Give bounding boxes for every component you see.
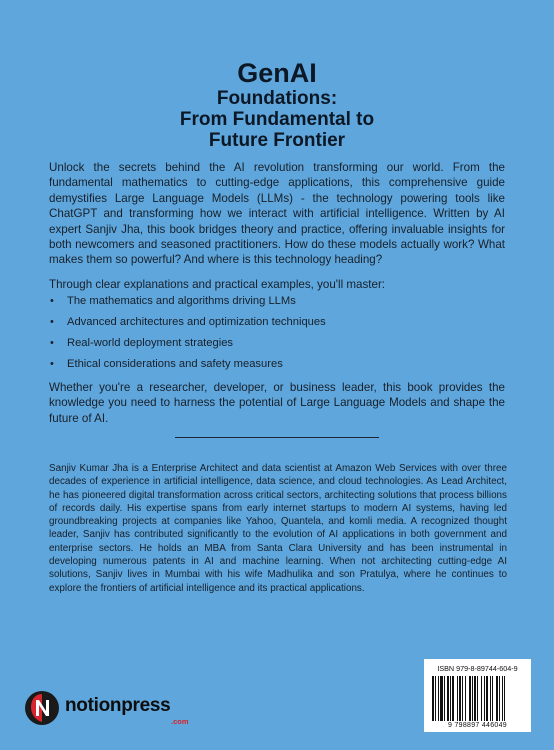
- barcode-bar: [492, 676, 493, 721]
- barcode-bar: [474, 676, 476, 721]
- master-intro: Through clear explanations and practical examples, you'll master:: [49, 278, 386, 291]
- barcode-bar: [484, 676, 485, 721]
- barcode-bar: [496, 676, 498, 721]
- barcode-bar: [481, 676, 482, 721]
- barcode-bar: [435, 676, 436, 721]
- barcode-bar: [450, 676, 451, 721]
- barcode-bar: [477, 676, 478, 721]
- list-item: [49, 294, 509, 315]
- barcode-bar: [504, 676, 505, 721]
- bullet-icon: •: [50, 316, 54, 328]
- isbn-barcode-box: [424, 659, 531, 732]
- barcode-bar: [465, 676, 466, 721]
- author-bio: Sanjiv Kumar Jha is a Enterprise Architect and data scientist at Amazon Web Services with over three decades of experience in artificial intelligence, data science, and cloud technologies. As Lead Architect, he has pioneered digital transformation across critical sectors, architecting solutions that process billions of records daily. His expertise spans from early internet startups to modern AI systems, having led groundbreaking projects at companies like Yahoo, Quantela, and komli media. A recognized thought leader, Sanjiv has contributed significantly to the evolution of AI applications in both government and enterprise sectors. He holds an MBA from Santa Clara University and has been instrumental in developing numerous patents in AI and machine learning. When not architecting cutting-edge AI solutions, Sanjiv lives in Mumbai with his wife Madhulika and son Pratulya, where he continues to explore the frontiers of artificial intelligence and its practical applications.: [49, 463, 507, 594]
- title-line-2: Foundations:: [216, 88, 338, 109]
- title-line-1: GenAI: [237, 58, 317, 88]
- list-item-text: Real-world deployment strategies: [67, 337, 234, 349]
- notionpress-n-logo-icon: [24, 690, 60, 726]
- title-line-4: Future Frontier: [208, 130, 346, 151]
- isbn-barcode-number: 9 798897 446049: [448, 722, 507, 729]
- bullet-icon: •: [50, 358, 54, 370]
- book-blurb: Unlock the secrets behind the AI revolution transforming our world. From the fundamental mathematics to cutting-edge applications, this comprehensive guide demystifies Large Language Models (LLMs) - the technology powering tools like ChatGPT and transforming how we interact with artificial intelligence. Written by AI expert Sanjiv Jha, this book bridges theory and practice, offering invaluable insights for both newcomers and seasoned practitioners. How do these models actually work? What makes them so powerful? And where is this technology heading?: [49, 161, 505, 267]
- barcode-bar: [447, 676, 449, 721]
- list-item-text: Advanced architectures and optimization techniques: [67, 316, 326, 328]
- barcode-bar: [486, 676, 488, 721]
- book-title: [0, 58, 554, 151]
- bullet-icon: •: [50, 337, 54, 349]
- list-item: [49, 336, 509, 357]
- barcode-bar: [452, 676, 454, 721]
- barcode-bar: [462, 676, 463, 721]
- barcode-bar: [490, 676, 491, 721]
- list-item-text: Ethical considerations and safety measures: [67, 358, 283, 370]
- isbn-label: ISBN 979-8-89744-604-9: [437, 664, 518, 673]
- barcode-bar: [469, 676, 471, 721]
- title-line-3: From Fundamental to: [179, 109, 375, 130]
- publisher-name: [65, 695, 170, 717]
- barcode-bar: [438, 676, 439, 721]
- barcode-bar: [459, 676, 461, 721]
- barcode-bar: [502, 676, 503, 721]
- barcode-bar: [440, 676, 443, 721]
- list-item: [49, 357, 509, 378]
- section-divider: [175, 437, 379, 438]
- barcode-bar: [444, 676, 445, 721]
- publisher-name-part2: press: [121, 695, 171, 716]
- list-item: [49, 315, 509, 336]
- publisher-suffix: .com: [171, 717, 189, 726]
- bullet-list: [49, 294, 509, 378]
- barcode-icon: [431, 676, 524, 721]
- list-item-text: The mathematics and algorithms driving LLMs: [67, 295, 296, 307]
- closing-paragraph: Whether you're a researcher, developer, or business leader, this book provides the knowledge you need to harness the potential of Large Language Models and shape the future of AI.: [49, 381, 505, 425]
- barcode-bar: [499, 676, 500, 721]
- barcode-bar: [472, 676, 473, 721]
- bullet-icon: •: [50, 295, 54, 307]
- barcode-bar: [457, 676, 458, 721]
- barcode-bar: [432, 676, 434, 721]
- publisher-name-part1: notion: [65, 695, 122, 716]
